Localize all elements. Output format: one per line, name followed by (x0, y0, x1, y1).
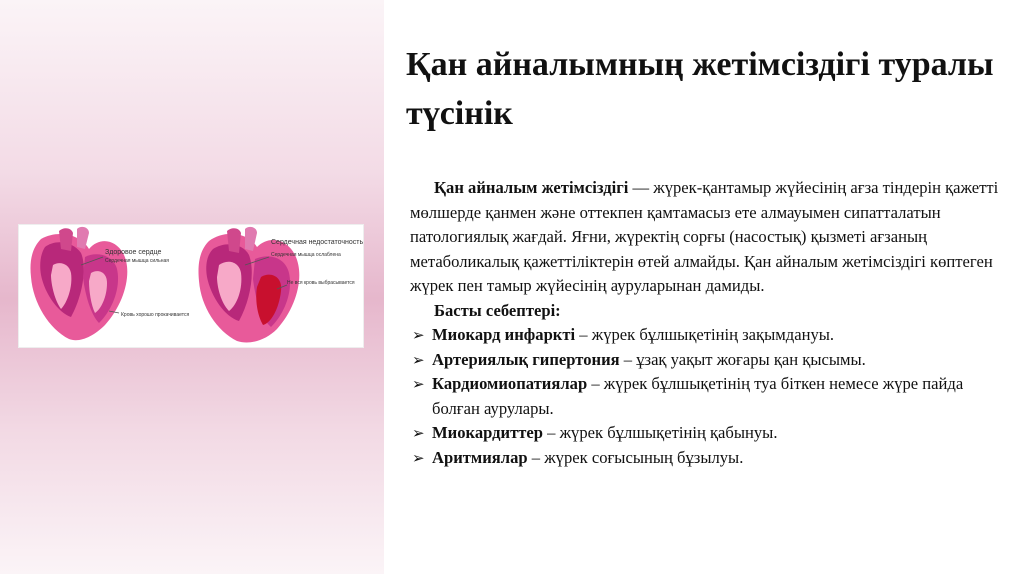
list-item (410, 372, 1010, 421)
healthy-heart-pumping-label: Кровь хорошо прокачивается (121, 312, 190, 318)
failing-heart-pumping-label: Не вся кровь выбрасывается (287, 280, 355, 286)
cause-desc: – жүрек бұлшықетінің қабынуы. (543, 423, 778, 442)
intro-paragraph (410, 176, 1010, 299)
failing-heart-title: Сердечная недостаточность (271, 239, 364, 246)
arrow-bullet-icon: ➢ (412, 350, 425, 369)
arrow-bullet-icon: ➢ (412, 326, 425, 344)
arrow-bullet-icon: ➢ (412, 448, 425, 467)
slide-title: Қан айналымның жетімсіздігі туралы түсінік (406, 46, 994, 132)
list-item (410, 446, 1010, 471)
cause-term: Миокардиттер (432, 423, 543, 442)
cause-desc: – жүрек бұлшықетінің зақымдануы. (575, 325, 835, 344)
slide-body (410, 176, 1010, 470)
failing-heart-muscle-label: Сердечная мышца ослаблена (271, 252, 341, 258)
heart-comparison-figure (18, 224, 364, 348)
arrow-bullet-icon: ➢ (412, 424, 425, 442)
cause-desc: – ұзақ уақыт жоғары қан қысымы. (619, 349, 866, 369)
healthy-heart-image (30, 227, 127, 340)
cause-desc: – жүрек бұлшықетінің туа біткен немесе жүре пайда болған аурулары. (432, 374, 964, 418)
intro-text: — жүрек-қантамыр жүйесінің ағза тіндерін қажетті мөлшерде қанмен және оттекпен қамтамасыз ете алмауымен сипатталатын патологиялық жағдай. Яғни, жүректің сорғы (насостық) қызметі ағзаның метаболикалық қажеттіліктерін өтей алмайды. Қан айналым жетімсіздігі көптеген жүрек пен тамыр жүйесінің ауруларынан дамиды. (410, 178, 999, 295)
cause-term: Миокард инфаркті (432, 325, 576, 344)
cause-term: Артериялық гипертония (432, 349, 620, 369)
cause-term: Аритмиялар (432, 447, 528, 467)
intro-lead-term: Қан айналым жетімсіздігі (434, 178, 629, 197)
list-item (410, 421, 1010, 446)
causes-list (410, 323, 1010, 470)
healthy-heart-title: Здоровое сердце (105, 249, 162, 256)
list-item (410, 348, 1010, 373)
cause-term: Кардиомиопатиялар (432, 374, 588, 393)
arrow-bullet-icon: ➢ (412, 375, 425, 393)
causes-heading: Басты себептері: (434, 300, 561, 320)
list-item (410, 323, 1010, 348)
cause-desc: – жүрек соғысының бұзылуы. (527, 447, 744, 467)
healthy-heart-muscle-label: Сердечная мышца сильная (105, 258, 169, 264)
